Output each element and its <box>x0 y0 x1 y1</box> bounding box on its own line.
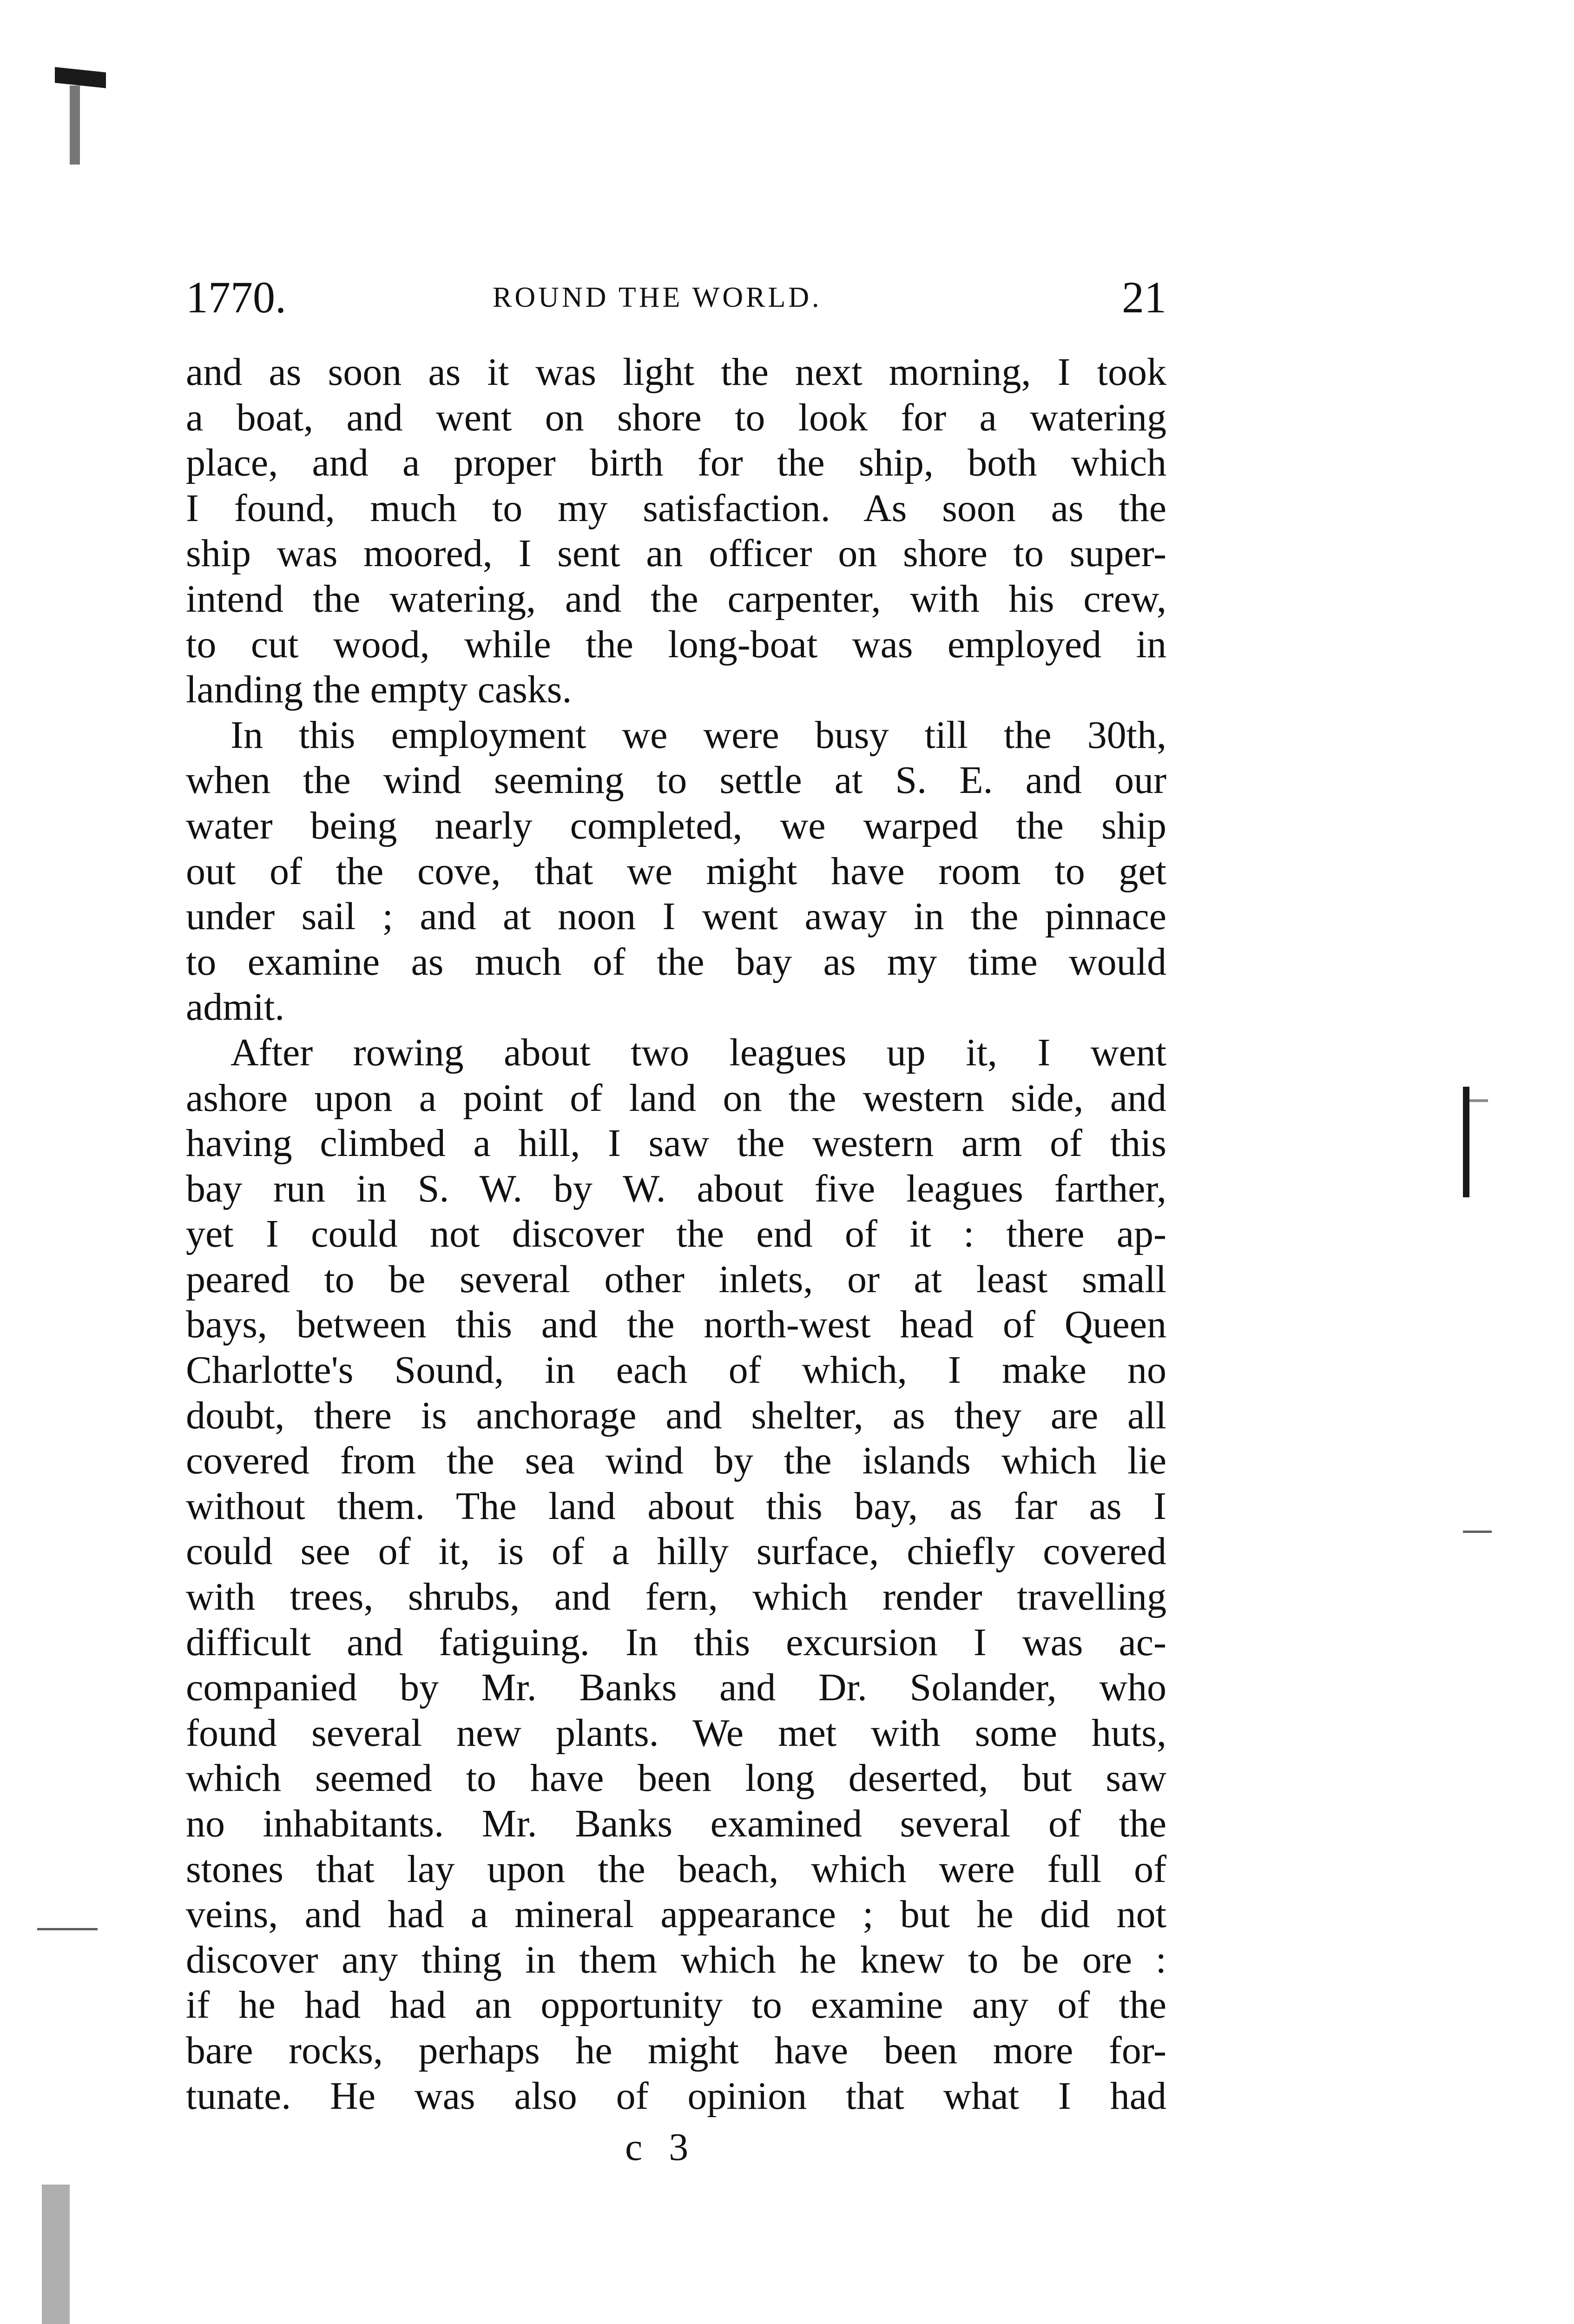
text-line: bare rocks, perhaps he might have been more for- <box>186 2028 1166 2072</box>
text-line: which seemed to have been long deserted, but saw <box>186 1756 1166 1800</box>
text-line: discover any thing in them which he knew to be ore : <box>186 1938 1166 1981</box>
text-line: and as soon as it was light the next morning, I took <box>186 350 1166 394</box>
signature-mark: c 3 <box>625 2126 697 2169</box>
text-line: Charlotte's Sound, in each of which, I make no <box>186 1348 1166 1392</box>
text-line: difficult and fatiguing. In this excursion I was ac- <box>186 1620 1166 1664</box>
text-line: water being nearly completed, we warped the ship <box>186 804 1166 847</box>
text-line: bays, between this and the north-west head of Queen <box>186 1303 1166 1347</box>
text-line: tunate. He was also of opinion that what I had <box>186 2074 1166 2118</box>
text-line: peared to be several other inlets, or at least small <box>186 1257 1166 1301</box>
text-line: no inhabitants. Mr. Banks examined several of the <box>186 1802 1166 1845</box>
running-head <box>186 267 1166 328</box>
text-line: could see of it, is of a hilly surface, chiefly covered <box>186 1530 1166 1573</box>
text-line: place, and a proper birth for the ship, both which <box>186 441 1166 485</box>
text-line: ashore upon a point of land on the western side, and <box>186 1076 1166 1120</box>
text-line: admit. <box>186 985 285 1029</box>
text-line: bay run in S. W. by W. about five leagues farther, <box>186 1167 1166 1210</box>
text-line: to examine as much of the bay as my time would <box>186 940 1166 984</box>
scan-mark-right-margin <box>1463 1087 1469 1197</box>
text-line: doubt, there is anchorage and shelter, as they are all <box>186 1393 1166 1437</box>
text-line: under sail ; and at noon I went away in the pinnace <box>186 895 1166 938</box>
running-head-title: ROUND THE WORLD. <box>493 282 822 313</box>
scan-mark-right-dash <box>1463 1531 1492 1533</box>
scan-mark-top-left <box>55 67 106 88</box>
text-line: In this employment we were busy till the 30th, <box>231 713 1166 757</box>
text-line: having climbed a hill, I saw the western arm of this <box>186 1122 1166 1165</box>
text-line: out of the cove, that we might have room to get <box>186 849 1166 893</box>
text-line: if he had had an opportunity to examine any of the <box>186 1983 1166 2027</box>
text-line: veins, and had a mineral appearance ; but he did not <box>186 1893 1166 1936</box>
text-line: covered from the sea wind by the islands which lie <box>186 1439 1166 1483</box>
scan-mark-bottom-left <box>42 2185 70 2324</box>
text-line: I found, much to my satisfaction. As soon as the <box>186 486 1166 530</box>
scan-mark-left-edge <box>70 86 80 165</box>
body-text <box>186 350 1166 2119</box>
text-line: with trees, shrubs, and fern, which render travelling <box>186 1575 1166 1619</box>
scan-mark-right-margin-2 <box>1468 1099 1488 1102</box>
text-line: without them. The land about this bay, as far as I <box>186 1484 1166 1528</box>
text-line: companied by Mr. Banks and Dr. Solander, who <box>186 1666 1166 1710</box>
text-line: ship was moored, I sent an officer on shore to super- <box>186 532 1166 575</box>
scan-mark-left-gutter <box>37 1928 98 1930</box>
text-line: intend the watering, and the carpenter, with his crew, <box>186 577 1166 621</box>
text-line: landing the empty casks. <box>186 668 572 712</box>
text-line: After rowing about two leagues up it, I went <box>231 1030 1166 1074</box>
text-line: found several new plants. We met with some huts, <box>186 1711 1166 1755</box>
text-line: stones that lay upon the beach, which were full of <box>186 1847 1166 1891</box>
text-line: to cut wood, while the long-boat was employed in <box>186 622 1166 666</box>
text-line: when the wind seeming to settle at S. E. and our <box>186 759 1166 802</box>
text-line: a boat, and went on shore to look for a watering <box>186 396 1166 439</box>
text-line: yet I could not discover the end of it : there ap- <box>186 1212 1166 1256</box>
running-head-year: 1770. <box>186 272 286 322</box>
page-number: 21 <box>1122 272 1166 322</box>
